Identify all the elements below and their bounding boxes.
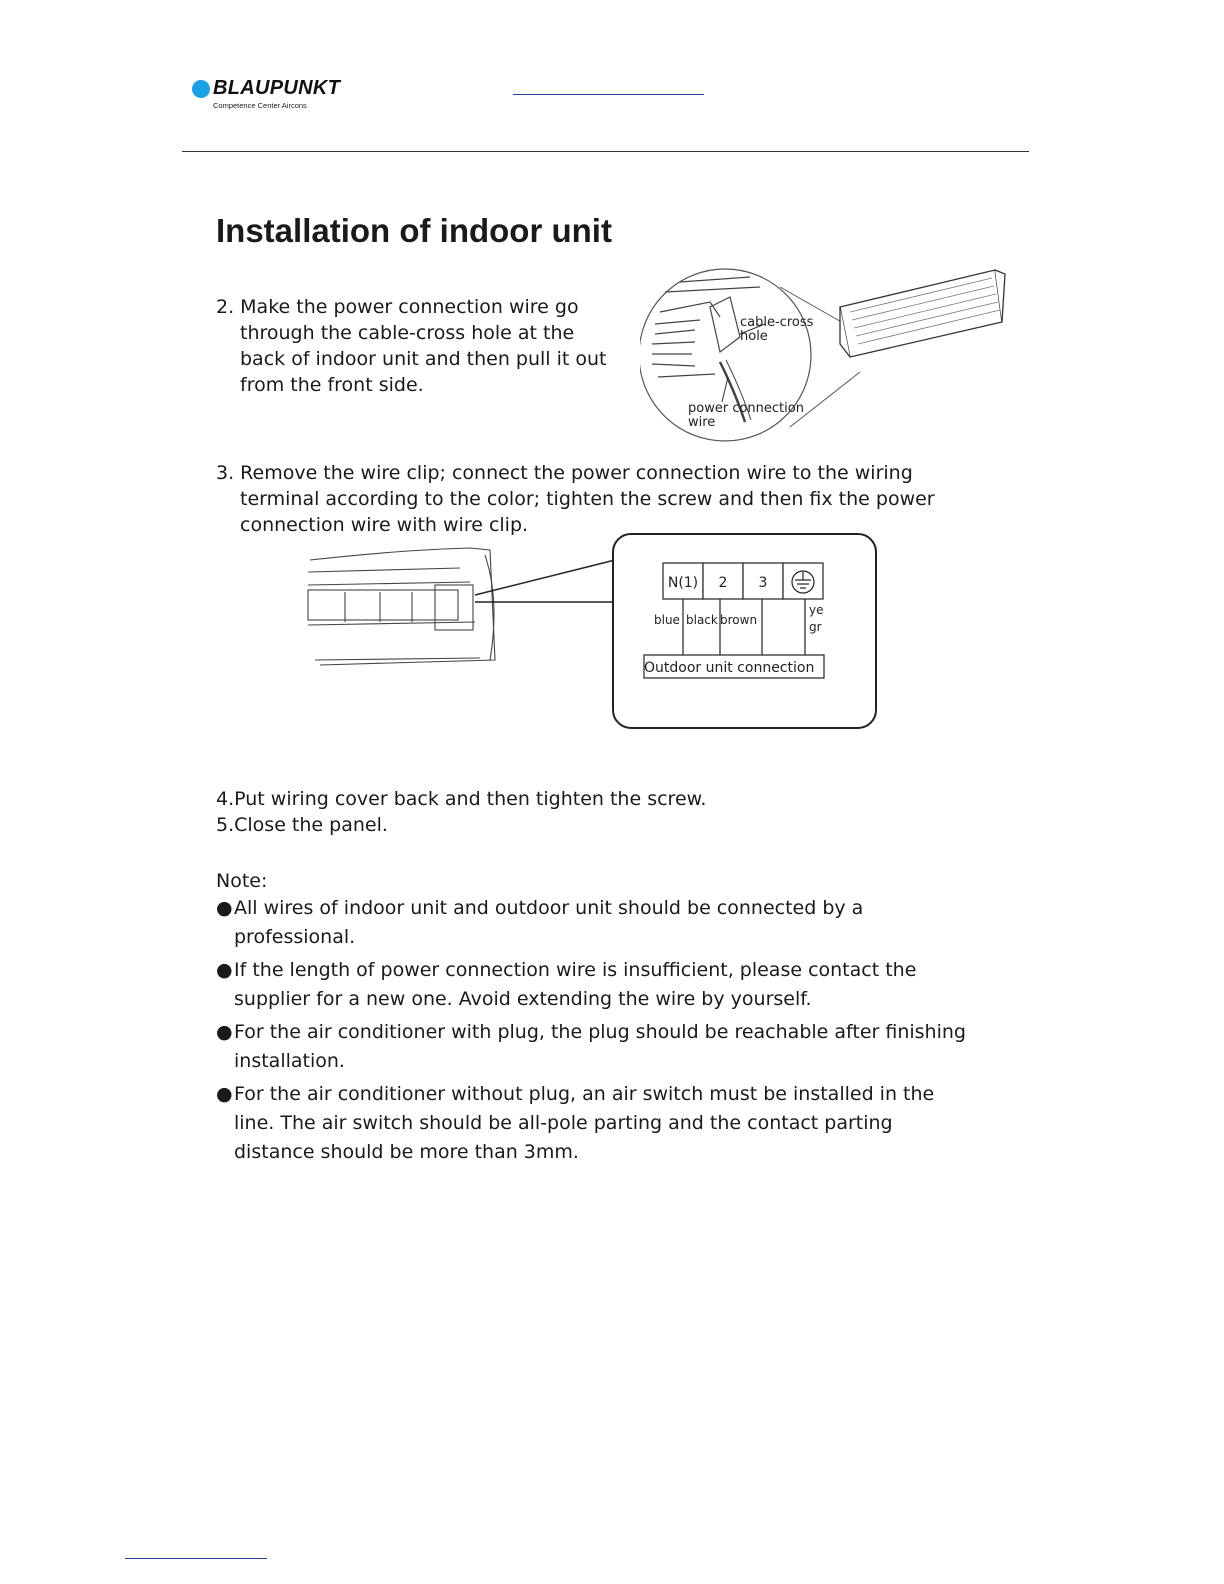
- note-list: [216, 894, 966, 1171]
- wire-color-label: black: [686, 613, 718, 627]
- step-2-line: from the front side.: [240, 374, 424, 396]
- page-title: Installation of indoor unit: [216, 212, 612, 249]
- note-line: If the length of power connection wire is insufficient, please contact the: [234, 959, 917, 981]
- step-3-line: terminal according to the color; tighten the screw and then fix the power: [240, 488, 935, 510]
- step-4-text: 4.Put wiring cover back and then tighten the screw.: [216, 788, 707, 810]
- wire-color-label: brown: [720, 613, 758, 627]
- wire-label: power connection: [688, 401, 804, 416]
- note-line: professional.: [234, 926, 356, 948]
- note-item: [216, 1018, 966, 1076]
- note-line: line. The air switch should be all-pole parting and the contact parting: [234, 1112, 893, 1134]
- terminal-label: N(1): [667, 575, 699, 591]
- indoor-unit-sketch: [840, 270, 1005, 357]
- step-3-line: 3. Remove the wire clip; connect the power connection wire to the wiring: [216, 462, 913, 484]
- hole-label: cable-cross: [740, 315, 814, 330]
- footer-link-underline[interactable]: [125, 1558, 267, 1559]
- note-line: For the air conditioner without plug, an air switch must be installed in the: [234, 1083, 935, 1105]
- terminal-label: 3: [758, 575, 768, 591]
- header-link-underline[interactable]: [513, 94, 704, 95]
- step-2-line: 2. Make the power connection wire go: [216, 296, 579, 318]
- cable-hole-figure: [640, 262, 1020, 452]
- note-item: [216, 1080, 966, 1167]
- wire-color-label: blue: [654, 613, 680, 627]
- bullet-icon: ●: [216, 1083, 233, 1105]
- step-5-text: 5.Close the panel.: [216, 814, 388, 836]
- bullet-icon: ●: [216, 1021, 233, 1043]
- brand-logo-text: BLAUPUNKT: [213, 77, 341, 99]
- step-2-line: through the cable-cross hole at the: [240, 322, 575, 344]
- brand-tagline: Competence Center Aircons: [213, 101, 307, 110]
- bullet-icon: ●: [216, 959, 233, 981]
- outdoor-connection-label: Outdoor unit connection: [644, 660, 815, 676]
- step-2-line: back of indoor unit and then pull it out: [240, 348, 607, 370]
- brand-logo-dot: [192, 80, 210, 98]
- unit-open-sketch: [308, 548, 495, 665]
- note-line: distance should be more than 3mm.: [234, 1141, 579, 1163]
- note-item: [216, 894, 966, 952]
- callout-line: [475, 560, 615, 595]
- note-heading: Note:: [216, 870, 268, 892]
- step-3-line: connection wire with wire clip.: [240, 514, 529, 536]
- step-2-text: [216, 294, 607, 398]
- steps-4-5: [216, 786, 706, 838]
- step-3-text: [216, 460, 935, 538]
- note-line: supplier for a new one. Avoid extending the wire by yourself.: [234, 988, 812, 1010]
- wiring-terminal-figure: [300, 530, 885, 735]
- note-line: All wires of indoor unit and outdoor unit should be connected by a: [234, 897, 864, 919]
- note-item: [216, 956, 966, 1014]
- hole-label: hole: [740, 329, 768, 344]
- bullet-icon: ●: [216, 897, 233, 919]
- terminal-label: 2: [718, 575, 728, 591]
- header-divider: [182, 151, 1029, 152]
- wire-color-label: gr: [809, 620, 822, 634]
- note-line: For the air conditioner with plug, the plug should be reachable after finishing: [234, 1021, 966, 1043]
- wire-color-label: ye: [809, 603, 824, 617]
- wire-label: wire: [688, 415, 716, 430]
- note-line: installation.: [234, 1050, 345, 1072]
